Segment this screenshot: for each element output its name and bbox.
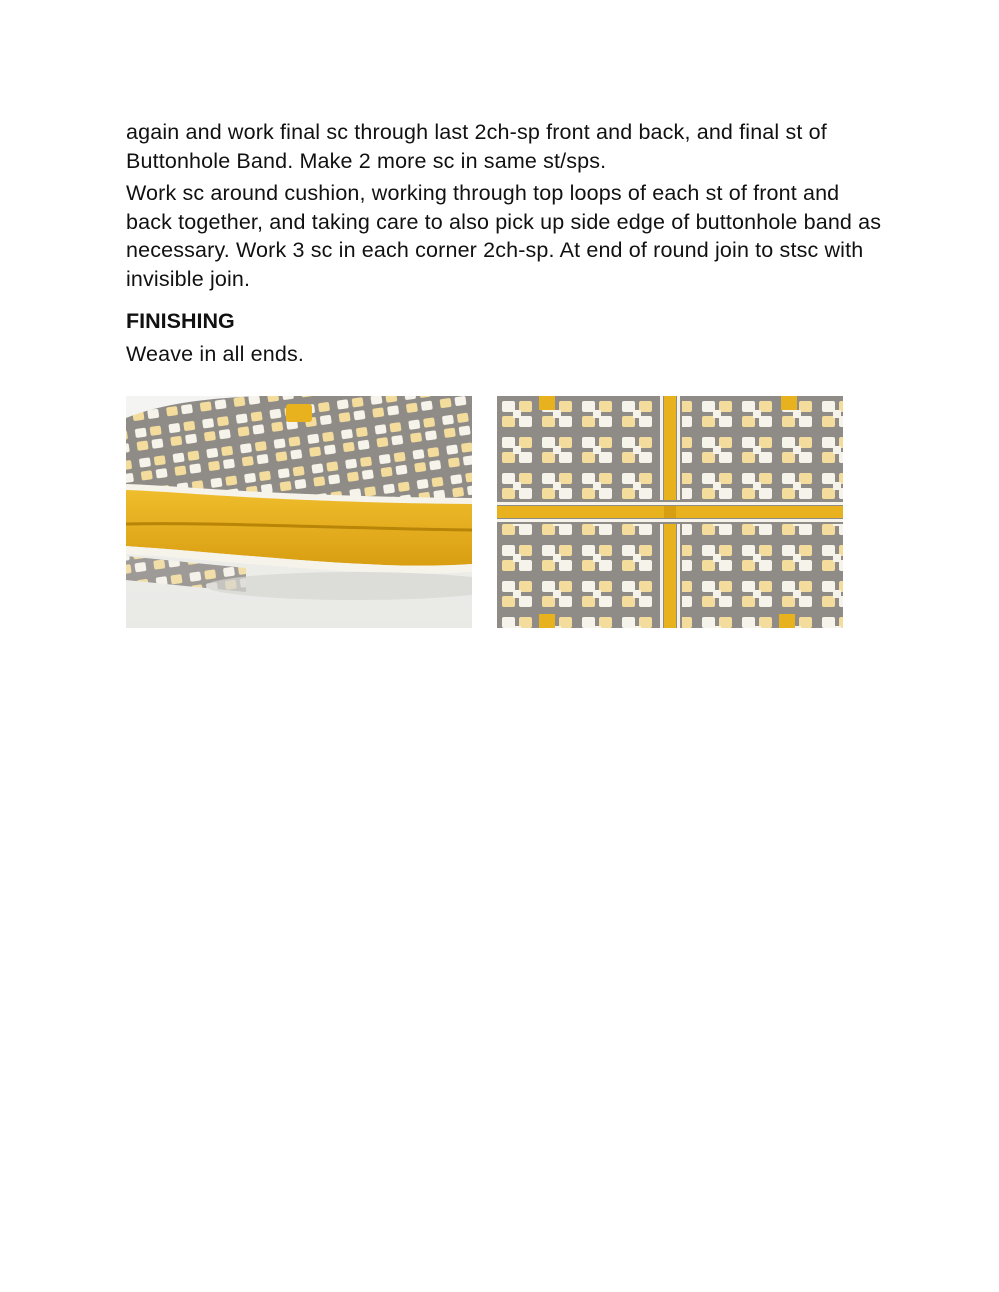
finishing-heading: FINISHING — [126, 309, 235, 333]
cushion-corner-photo — [126, 396, 472, 628]
joined-squares-photo — [497, 396, 843, 628]
paragraph-work-around-cushion: Work sc around cushion, working through top loops of each st of front and back together, and taking care to also pick up side edge of buttonhole band as necessary. Work 3 sc in each corner 2ch-sp. At end of round join to stsc with invisible join. — [126, 181, 882, 291]
pattern-text — [126, 118, 886, 369]
paragraph-join-buttonhole: again and work final sc through last 2ch-sp front and back, and final st of Buttonhole Band. Make 2 more sc in same st/sps. — [126, 120, 827, 173]
finishing-text: Weave in all ends. — [126, 342, 304, 366]
